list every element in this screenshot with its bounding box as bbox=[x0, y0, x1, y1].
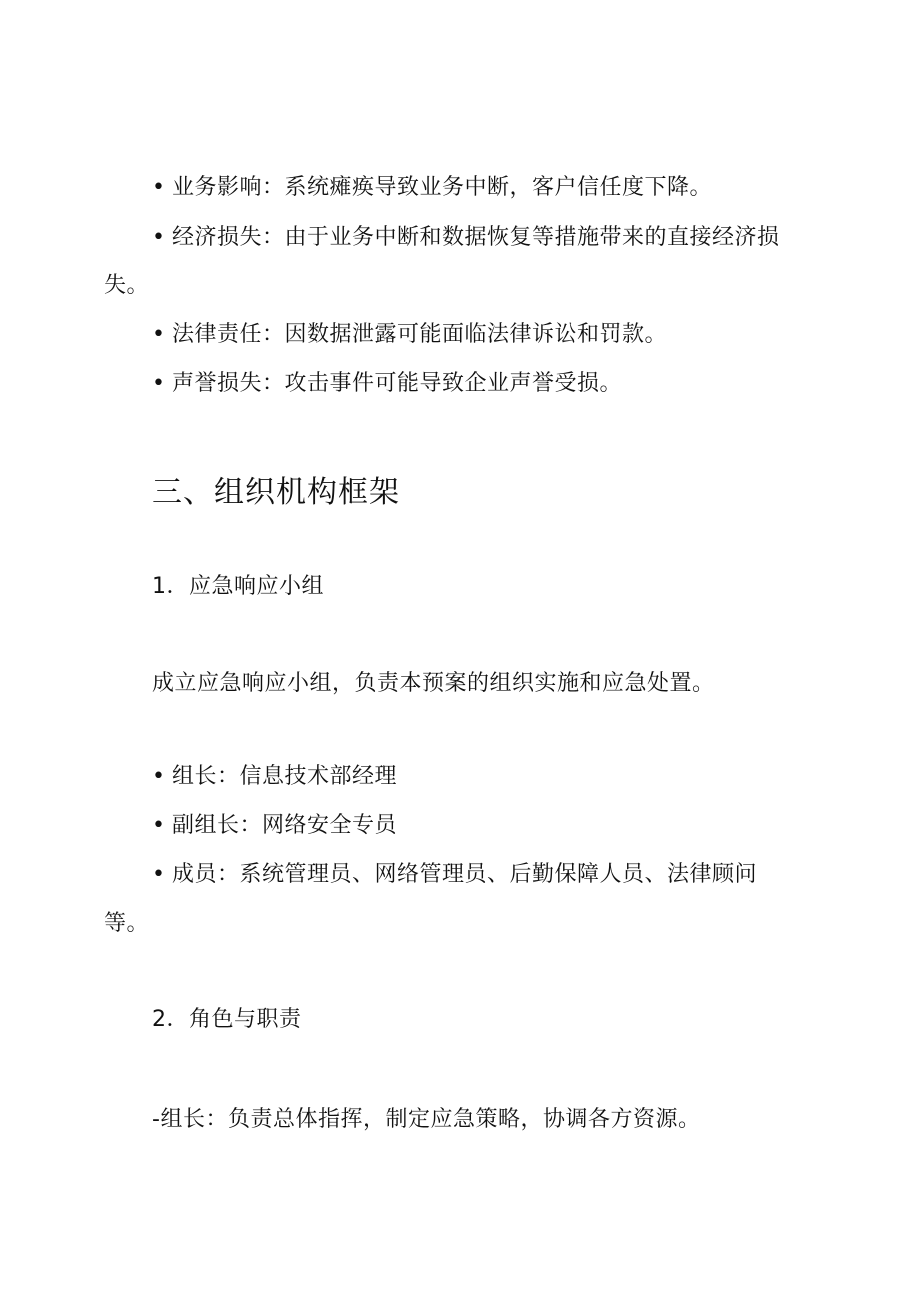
bullet-icon: • bbox=[152, 862, 166, 887]
bullet-text: 声誉损失：攻击事件可能导致企业声誉受损。 bbox=[172, 371, 623, 396]
section-heading: 三、组织机构框架 bbox=[152, 475, 400, 510]
bullet-text: 组长：信息技术部经理 bbox=[172, 764, 398, 789]
bullet-text: 业务影响：系统瘫痪导致业务中断，客户信任度下降。 bbox=[172, 175, 713, 200]
bullet-item-business-impact bbox=[152, 173, 712, 203]
paragraph-role-leader: -组长：负责总体指挥，制定应急策略，协调各方资源。 bbox=[152, 1107, 701, 1132]
bullet-item-staff bbox=[152, 860, 757, 890]
bullet-item-legal-liability bbox=[152, 320, 667, 350]
bullet-icon: • bbox=[152, 322, 166, 347]
bullet-item-economic-loss-continued: 失。 bbox=[104, 273, 150, 298]
bullet-icon: • bbox=[152, 225, 166, 250]
bullet-text: 法律责任：因数据泄露可能面临法律诉讼和罚款。 bbox=[172, 322, 668, 347]
bullet-item-deputy bbox=[152, 811, 397, 841]
bullet-icon: • bbox=[152, 764, 166, 789]
bullet-icon: • bbox=[152, 813, 166, 838]
paragraph-intro: 成立应急响应小组，负责本预案的组织实施和应急处置。 bbox=[152, 671, 715, 696]
bullet-item-reputation-loss bbox=[152, 369, 622, 399]
subsection-heading-2: 2．角色与职责 bbox=[152, 1007, 302, 1032]
bullet-icon: • bbox=[152, 371, 166, 396]
bullet-text: 经济损失：由于业务中断和数据恢复等措施带来的直接经济损 bbox=[172, 225, 780, 250]
bullet-text: 成员：系统管理员、网络管理员、后勤保障人员、法律顾问 bbox=[172, 862, 758, 887]
bullet-text: 副组长：网络安全专员 bbox=[172, 813, 398, 838]
bullet-item-economic-loss bbox=[152, 223, 780, 253]
subsection-heading-1: 1．应急响应小组 bbox=[152, 574, 324, 599]
bullet-item-staff-continued: 等。 bbox=[104, 911, 150, 936]
bullet-icon: • bbox=[152, 175, 166, 200]
bullet-item-leader bbox=[152, 762, 397, 792]
